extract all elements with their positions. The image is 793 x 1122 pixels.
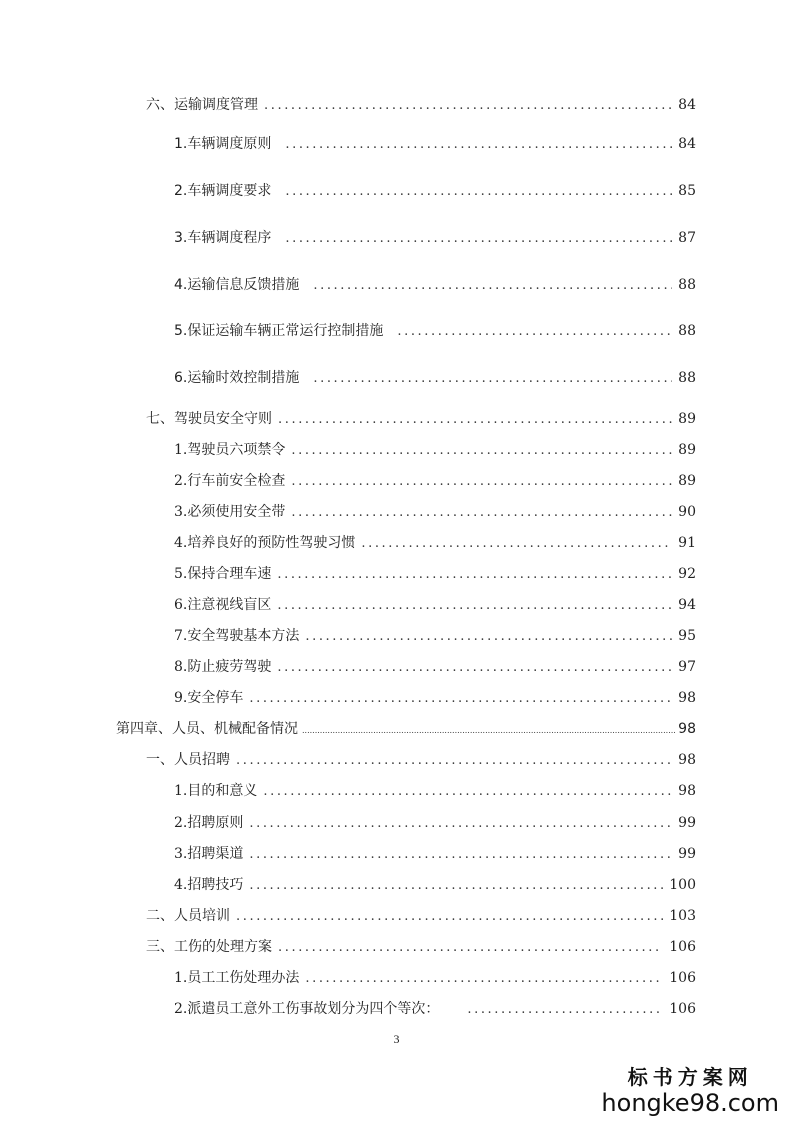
toc-entry[interactable] bbox=[174, 969, 696, 988]
toc-entry-number: 六、 bbox=[146, 97, 174, 113]
toc-entry-title: 驾驶员安全守则 bbox=[174, 411, 272, 427]
toc-chapter-entry[interactable] bbox=[116, 720, 696, 740]
toc-leader-dots bbox=[291, 473, 672, 491]
toc-entry[interactable] bbox=[174, 322, 696, 341]
toc-entry-title: 培养良好的预防性驾驶习惯 bbox=[187, 535, 356, 551]
toc-leader-dots bbox=[305, 628, 672, 646]
toc-entry-number: 8. bbox=[174, 659, 188, 675]
toc-entry[interactable] bbox=[146, 907, 696, 926]
toc-leader-dots bbox=[249, 815, 672, 833]
toc-entry-title: 保持合理车速 bbox=[187, 566, 272, 582]
toc-entry[interactable] bbox=[174, 596, 696, 615]
toc-entry-page: 106 bbox=[669, 1001, 696, 1017]
toc-leader-dots bbox=[313, 370, 672, 388]
toc-entry-title: 车辆调度程序 bbox=[187, 230, 272, 246]
toc-leader-dots bbox=[467, 1001, 663, 1019]
toc-entry-title: 必须使用安全带 bbox=[187, 504, 286, 520]
toc-leader-dots bbox=[285, 136, 672, 154]
toc-entry-page: 90 bbox=[678, 504, 696, 520]
toc-entry[interactable] bbox=[174, 689, 696, 708]
toc-entry[interactable] bbox=[174, 369, 696, 388]
toc-entry[interactable] bbox=[146, 96, 696, 115]
toc-entry-title: 派遣员工意外工伤事故划分为四个等次： bbox=[187, 1001, 440, 1017]
toc-leader-dots bbox=[263, 783, 672, 801]
toc-entry-title: 运输时效控制措施 bbox=[187, 370, 300, 386]
toc-entry-page: 106 bbox=[669, 939, 696, 955]
toc-leader-dots bbox=[291, 442, 672, 460]
toc-leader-dots bbox=[249, 690, 672, 708]
toc-entry-page: 84 bbox=[678, 97, 696, 113]
toc-entry-number: 七、 bbox=[146, 411, 174, 427]
toc-entry-number: 三、 bbox=[146, 939, 174, 955]
toc-entry-number: 3. bbox=[174, 504, 188, 520]
toc-entry-number: 二、 bbox=[146, 908, 174, 924]
toc-leader-dots bbox=[277, 566, 672, 584]
toc-leader-dots bbox=[302, 722, 675, 740]
toc-entry-page: 97 bbox=[678, 659, 696, 675]
toc-entry-title: 运输信息反馈措施 bbox=[187, 277, 300, 293]
toc-entry-page: 91 bbox=[678, 535, 696, 551]
toc-entry[interactable] bbox=[174, 658, 696, 677]
toc-entry-number: 3. bbox=[174, 846, 188, 862]
toc-leader-dots bbox=[264, 97, 672, 115]
toc-entry[interactable] bbox=[174, 782, 696, 801]
toc-entry[interactable] bbox=[174, 441, 696, 460]
toc-entry-number: 7. bbox=[174, 628, 188, 644]
toc-entry-title: 车辆调度原则 bbox=[187, 136, 272, 152]
toc-entry-page: 103 bbox=[669, 908, 696, 924]
toc-entry-number: 2. bbox=[174, 815, 188, 831]
toc-entry-title: 人员招聘 bbox=[174, 752, 230, 768]
toc-entry[interactable] bbox=[174, 845, 696, 864]
toc-entry[interactable] bbox=[174, 876, 696, 895]
toc-entry-page: 85 bbox=[678, 183, 696, 199]
toc-entry-title: 保证运输车辆正常运行控制措施 bbox=[187, 323, 384, 339]
toc-entry-title: 目的和意义 bbox=[187, 783, 258, 799]
toc-entry-title: 招聘技巧 bbox=[187, 877, 244, 893]
toc-leader-dots bbox=[313, 277, 672, 295]
toc-entry-page: 100 bbox=[669, 877, 696, 893]
toc-leader-dots bbox=[397, 323, 672, 341]
toc-entry[interactable] bbox=[174, 472, 696, 491]
toc-leader-dots bbox=[285, 230, 672, 248]
toc-entry-title: 安全停车 bbox=[187, 690, 244, 706]
toc-entry-title: 驾驶员六项禁令 bbox=[187, 442, 286, 458]
toc-entry-page: 88 bbox=[678, 277, 696, 293]
toc-entry-number: 4. bbox=[174, 277, 188, 293]
toc-entry-number: 1. bbox=[174, 783, 188, 799]
toc-entry-number: 4. bbox=[174, 877, 188, 893]
toc-entry-number: 6. bbox=[174, 370, 188, 386]
toc-entry-number: 2. bbox=[174, 473, 188, 489]
toc-leader-dots bbox=[305, 970, 663, 988]
toc-entry-page: 98 bbox=[678, 783, 696, 799]
toc-entry-title: 车辆调度要求 bbox=[187, 183, 272, 199]
toc-entry[interactable] bbox=[174, 229, 696, 248]
toc-entry-page: 84 bbox=[678, 136, 696, 152]
toc-entry-page: 89 bbox=[678, 473, 696, 489]
toc-entry-title: 注意视线盲区 bbox=[187, 597, 272, 613]
toc-entry[interactable] bbox=[146, 751, 696, 770]
toc-entry-page: 98 bbox=[678, 752, 696, 768]
toc-entry-page: 99 bbox=[678, 815, 696, 831]
toc-leader-dots bbox=[277, 597, 672, 615]
toc-leader-dots bbox=[249, 877, 663, 895]
toc-entry-number: 5. bbox=[174, 323, 188, 339]
toc-entry-page: 99 bbox=[678, 846, 696, 862]
toc-entry[interactable] bbox=[174, 627, 696, 646]
toc-entry-number: 1. bbox=[174, 136, 188, 152]
toc-entry-number: 3. bbox=[174, 230, 188, 246]
toc-entry[interactable] bbox=[174, 182, 696, 201]
toc-leader-dots bbox=[236, 752, 672, 770]
toc-leader-dots bbox=[285, 183, 672, 201]
toc-entry-page: 88 bbox=[678, 323, 696, 339]
toc-entry-title: 工伤的处理方案 bbox=[174, 939, 272, 955]
toc-entry[interactable] bbox=[174, 534, 696, 553]
toc-entry-page: 94 bbox=[678, 597, 696, 613]
toc-entry-number: 4. bbox=[174, 535, 188, 551]
toc-entry-title: 员工工伤处理办法 bbox=[187, 970, 300, 986]
toc-entry-number: 6. bbox=[174, 597, 188, 613]
toc-entry-title: 招聘渠道 bbox=[187, 846, 244, 862]
toc-entry[interactable] bbox=[174, 565, 696, 584]
toc-entry-page: 98 bbox=[678, 690, 696, 706]
toc-entry-title: 人员培训 bbox=[174, 908, 230, 924]
toc-entry[interactable] bbox=[146, 410, 696, 429]
toc-entry-number: 2. bbox=[174, 1001, 188, 1017]
toc-leader-dots bbox=[291, 504, 672, 522]
toc-entry-number: 2. bbox=[174, 183, 188, 199]
toc-entry[interactable] bbox=[174, 1000, 696, 1019]
toc-entry-number: 9. bbox=[174, 690, 188, 706]
toc-entry-title: 招聘原则 bbox=[187, 815, 244, 831]
toc-entry-title: 行车前安全检查 bbox=[187, 473, 286, 489]
toc-entry[interactable] bbox=[146, 938, 696, 957]
toc-entry[interactable] bbox=[174, 814, 696, 833]
toc-leader-dots bbox=[249, 846, 672, 864]
toc-entry-number: 5. bbox=[174, 566, 188, 582]
toc-entry-page: 89 bbox=[678, 442, 696, 458]
toc-leader-dots bbox=[277, 659, 672, 677]
toc-entry-page: 98 bbox=[678, 721, 696, 737]
toc-entry-number: 一、 bbox=[146, 752, 174, 768]
page-number: 3 bbox=[393, 1032, 400, 1046]
watermark bbox=[601, 1061, 779, 1116]
toc-entry-title: 安全驾驶基本方法 bbox=[187, 628, 300, 644]
toc-entry-page: 92 bbox=[678, 566, 696, 582]
toc-entry-title: 防止疲劳驾驶 bbox=[187, 659, 272, 675]
toc-entry-page: 95 bbox=[678, 628, 696, 644]
toc-entry[interactable] bbox=[174, 276, 696, 295]
toc-entry[interactable] bbox=[174, 503, 696, 522]
toc-leader-dots bbox=[278, 411, 672, 429]
watermark-url: hongke98.com bbox=[601, 1089, 779, 1117]
toc-entry-number: 1. bbox=[174, 970, 188, 986]
toc-entry-page: 89 bbox=[678, 411, 696, 427]
toc-entry[interactable] bbox=[174, 135, 696, 154]
toc-entry-number: 1. bbox=[174, 442, 188, 458]
toc-entry-page: 87 bbox=[678, 230, 696, 246]
toc-leader-dots bbox=[361, 535, 672, 553]
toc-leader-dots bbox=[278, 939, 663, 957]
toc-entry-page: 88 bbox=[678, 370, 696, 386]
toc-entry-title: 第四章、人员、机械配备情况 bbox=[116, 721, 298, 737]
toc-leader-dots bbox=[236, 908, 663, 926]
watermark-site-name: 标书方案网 bbox=[627, 1065, 753, 1089]
toc-entry-title: 运输调度管理 bbox=[174, 97, 258, 113]
toc-entry-page: 106 bbox=[669, 970, 696, 986]
